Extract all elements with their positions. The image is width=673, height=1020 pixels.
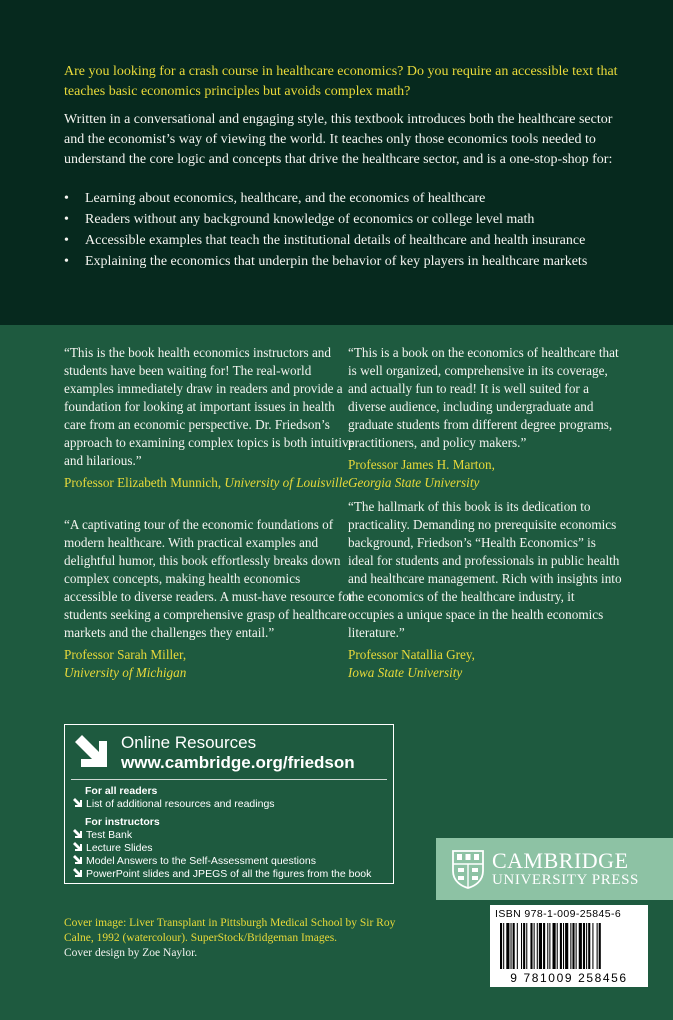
- barcode-block: [490, 905, 648, 987]
- bullet-icon: •: [64, 191, 69, 206]
- endorsement-text: “A captivating tour of the economic foundations of modern healthcare. With practical examples and delightful humor, this book effortlessly breaks down complex concepts, making health economics accessible to diverse readers. A must-have resource for students seeking a comprehensive grasp of healthcare markets and the challenges they entail.”: [64, 517, 354, 640]
- endorsement-author: Professor Elizabeth Munnich, University of Louisville: [64, 475, 349, 490]
- endorsement-text: “The hallmark of this book is its dedication to practicality. Demanding no prerequisite economics background, Friedson’s “Health Economics” is ideal for students and professionals in public health and healthcare management. Rich with insights into the economics of the healthcare industry, it occupies a unique space in the health economics literature.”: [348, 499, 622, 640]
- endorsement-text: “This is a book on the economics of healthcare that is well organized, comprehensive in its coverage, and actually fun to read! It is well suited for a diverse audience, including undergraduate and graduate students from different degree programs, practitioners, and policy makers.”: [348, 345, 619, 450]
- bullet-icon: •: [64, 212, 69, 227]
- isbn-label: ISBN 978-1-009-25845-6: [495, 908, 622, 920]
- endorsement: [64, 344, 356, 492]
- feature-list: [64, 190, 624, 274]
- publisher-name: CAMBRIDGE: [492, 848, 629, 873]
- bullet-icon: •: [64, 233, 69, 248]
- lead-question: Are you looking for a crash course in healthcare economics? Do you require an accessible text that teaches basic economics principles but avoids complex math?: [64, 64, 618, 99]
- arrow-down-right-icon: [73, 829, 83, 839]
- list-item: Model Answers to the Self-Assessment questions: [73, 855, 316, 867]
- endorsement: [348, 498, 623, 682]
- arrow-down-right-icon: [73, 855, 83, 865]
- endorsement-author: Professor Sarah Miller, University of Michigan: [64, 647, 187, 680]
- intro-paragraph: Written in a conversational and engaging style, this textbook introduces both the healthcare sector and the economist’s way of viewing the world. It teaches only those economics tools needed to understand the core logic and concepts that drive the healthcare sector, and is a one-stop-shop for:: [64, 112, 613, 167]
- arrow-down-right-icon: [73, 842, 83, 852]
- endorsement-text: “This is the book health economics instructors and students have been waiting for! The real-world examples immediately draw in readers and provide a foundation for looking at important issues in health care from an economic perspective. Dr. Friedson’s approach to examining complex topics is both intuitive and hilarious.”: [64, 345, 355, 468]
- endorsement: [64, 516, 356, 682]
- endorsement-author: Professor Natallia Grey, Iowa State University: [348, 647, 475, 680]
- bullet-icon: •: [64, 254, 69, 269]
- publisher-subname: UNIVERSITY PRESS: [492, 872, 639, 888]
- arrow-down-right-icon: [73, 798, 83, 808]
- instructors-header: For instructors: [85, 816, 160, 828]
- list-item: Lecture Slides: [73, 842, 153, 854]
- cover-credits: [64, 916, 404, 961]
- barcode-number: 9 781009 258456: [510, 971, 628, 985]
- list-item: • Learning about economics, healthcare, and the economics of healthcare: [64, 191, 486, 206]
- list-item: • Accessible examples that teach the institutional details of healthcare and health insurance: [64, 233, 586, 248]
- arrow-down-right-icon: [73, 868, 83, 878]
- list-item: List of additional resources and readings: [73, 798, 275, 810]
- online-resources-box: [64, 724, 394, 884]
- blurb-panel: [0, 0, 673, 325]
- readers-header: For all readers: [85, 785, 158, 797]
- crest-icon: [451, 849, 485, 889]
- divider: [71, 779, 387, 780]
- barcode-icon: [500, 923, 638, 969]
- list-item: • Readers without any background knowledge of economics or college level math: [64, 212, 535, 227]
- endorsement: [348, 344, 623, 492]
- list-item: Test Bank: [73, 829, 132, 841]
- arrow-down-right-icon: [73, 733, 111, 771]
- list-item: • Explaining the economics that underpin the behavior of key players in healthcare markets: [64, 254, 588, 269]
- resources-url[interactable]: www.cambridge.org/friedson: [121, 753, 355, 772]
- cover-image-credit: Cover image: Liver Transplant in Pittsburgh Medical School by Sir Roy Calne, 1992 (watercolour). SuperStock/Bridgeman Images.: [64, 917, 396, 944]
- cover-design-credit: Cover design by Zoe Naylor.: [64, 947, 198, 959]
- endorsement-author: Professor James H. Marton, Georgia State University: [348, 457, 495, 490]
- publisher-logo: [436, 838, 673, 900]
- resources-title: Online Resources: [121, 733, 257, 752]
- list-item: PowerPoint slides and JPEGS of all the figures from the book: [73, 868, 371, 880]
